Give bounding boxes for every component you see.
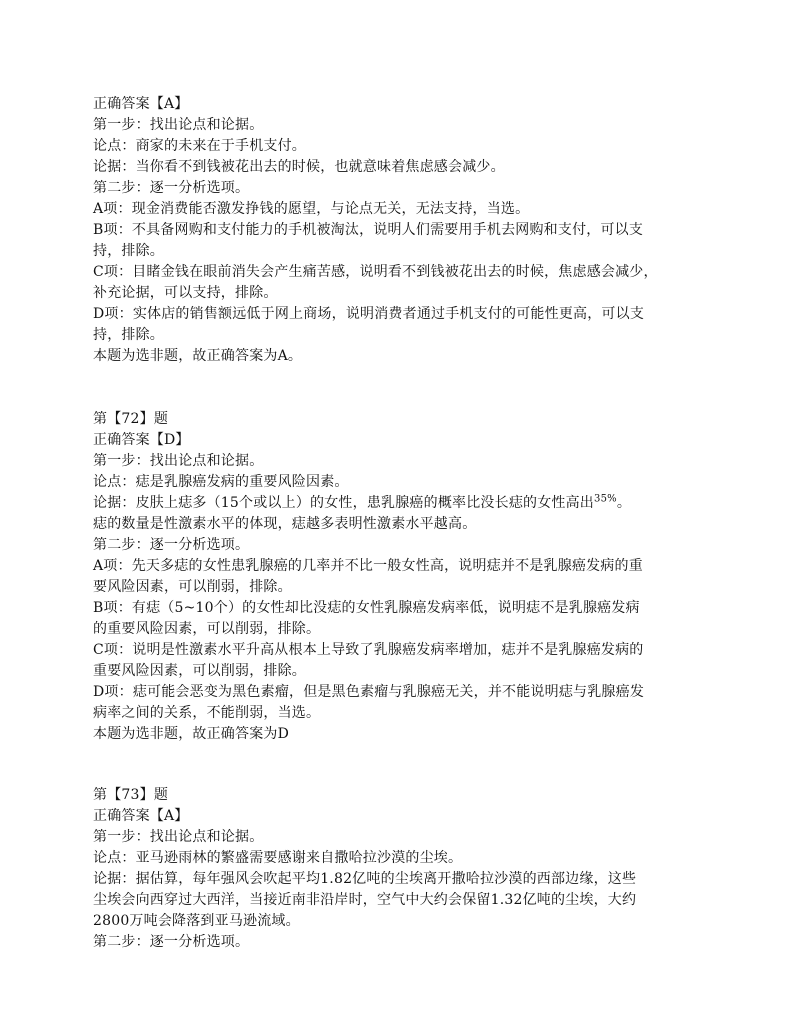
option-c-line-1: C项：目睹金钱在眼前消失会产生痛苦感，说明看不到钱被花出去的时候，焦虑感会减少， [93, 264, 658, 280]
section-spacer [93, 367, 713, 409]
document-page [93, 94, 713, 953]
step-two-line: 第二步：逐一分析选项。 [93, 180, 250, 196]
option-b-line-2: 的重要风险因素，可以削弱，排除。 [93, 621, 321, 637]
option-a-line: A项：现金消费能否激发挣钱的愿望，与论点无关，无法支持，当选。 [93, 201, 530, 217]
section-spacer [93, 745, 713, 785]
option-c-line-2: 补充论据，可以支持，排除。 [93, 285, 278, 301]
percentage-superscript: 35% [594, 493, 617, 505]
step-two-line: 第二步：逐一分析选项。 [93, 537, 250, 553]
evidence-text: 论据：皮肤上痣多（15个或以上）的女性，患乳腺癌的概率比没长痣的女性高出 [93, 495, 595, 511]
argument-evidence-line-3: 2800万吨会降落到亚马逊流域。 [93, 913, 300, 929]
question-71-analysis [93, 94, 713, 367]
step-one-line: 第一步：找出论点和论据。 [93, 453, 264, 469]
question-title: 第【72】题 [93, 411, 169, 427]
step-two-line: 第二步：逐一分析选项。 [93, 934, 250, 950]
option-c-line-2: 重要风险因素，可以削弱，排除。 [93, 663, 306, 679]
question-title: 第【73】题 [93, 787, 169, 803]
option-a-line-1: A项：先天多痣的女性患乳腺癌的几率并不比一般女性高，说明痣并不是乳腺癌发病的重 [93, 558, 643, 574]
argument-evidence-line-1: 论据：据估算，每年强风会吹起平均1.82亿吨的尘埃离开撒哈拉沙漠的西部边缘，这些 [93, 871, 637, 887]
answer-line: 正确答案【D】 [93, 432, 190, 448]
option-d-line-1: D项：实体店的销售额远低于网上商场，说明消费者通过手机支付的可能性更高，可以支 [93, 306, 645, 322]
option-b-line-1: B项：不具备网购和支付能力的手机被淘汰，说明人们需要用手机去网购和支付，可以支 [93, 222, 644, 238]
evidence-tail: 。 [616, 495, 632, 511]
question-72-analysis [93, 409, 713, 745]
option-c-line-1: C项：说明是性激素水平升高从根本上导致了乳腺癌发病率增加，痣并不是乳腺癌发病的 [93, 642, 644, 658]
conclusion-line: 本题为选非题，故正确答案为D [93, 726, 290, 742]
conclusion-line: 本题为选非题，故正确答案为A。 [93, 348, 303, 364]
argument-evidence-line: 论据：当你看不到钱被花出去的时候，也就意味着焦虑感会减少。 [93, 159, 505, 175]
step-one-line: 第一步：找出论点和论据。 [93, 117, 264, 133]
question-73-analysis [93, 785, 713, 953]
argument-point-line: 论点：亚马逊雨林的繁盛需要感谢来自撒哈拉沙漠的尘埃。 [93, 850, 463, 866]
argument-point-line: 论点：商家的未来在于手机支付。 [93, 138, 306, 154]
answer-line: 正确答案【A】 [93, 96, 189, 112]
option-b-line-2: 持，排除。 [93, 243, 164, 259]
argument-evidence-line-2: 尘埃会向西穿过大西洋，当接近南非沿岸时，空气中大约会保留1.32亿吨的尘埃，大约 [93, 892, 637, 908]
argument-evidence-line-2: 痣的数量是性激素水平的体现，痣越多表明性激素水平越高。 [93, 516, 477, 532]
option-d-line-2: 病率之间的关系，不能削弱，当选。 [93, 705, 321, 721]
answer-line: 正确答案【A】 [93, 808, 189, 824]
option-d-line-1: D项：痣可能会恶变为黑色素瘤，但是黑色素瘤与乳腺癌无关，并不能说明痣与乳腺癌发 [93, 684, 645, 700]
argument-evidence-line-1 [93, 493, 713, 514]
option-d-line-2: 持，排除。 [93, 327, 164, 343]
step-one-line: 第一步：找出论点和论据。 [93, 829, 264, 845]
option-b-line-1: B项：有痣（5~10个）的女性却比没痣的女性乳腺癌发病率低，说明痣不是乳腺癌发病 [93, 600, 640, 616]
argument-point-line: 论点：痣是乳腺癌发病的重要风险因素。 [93, 474, 349, 490]
option-a-line-2: 要风险因素，可以削弱，排除。 [93, 579, 292, 595]
